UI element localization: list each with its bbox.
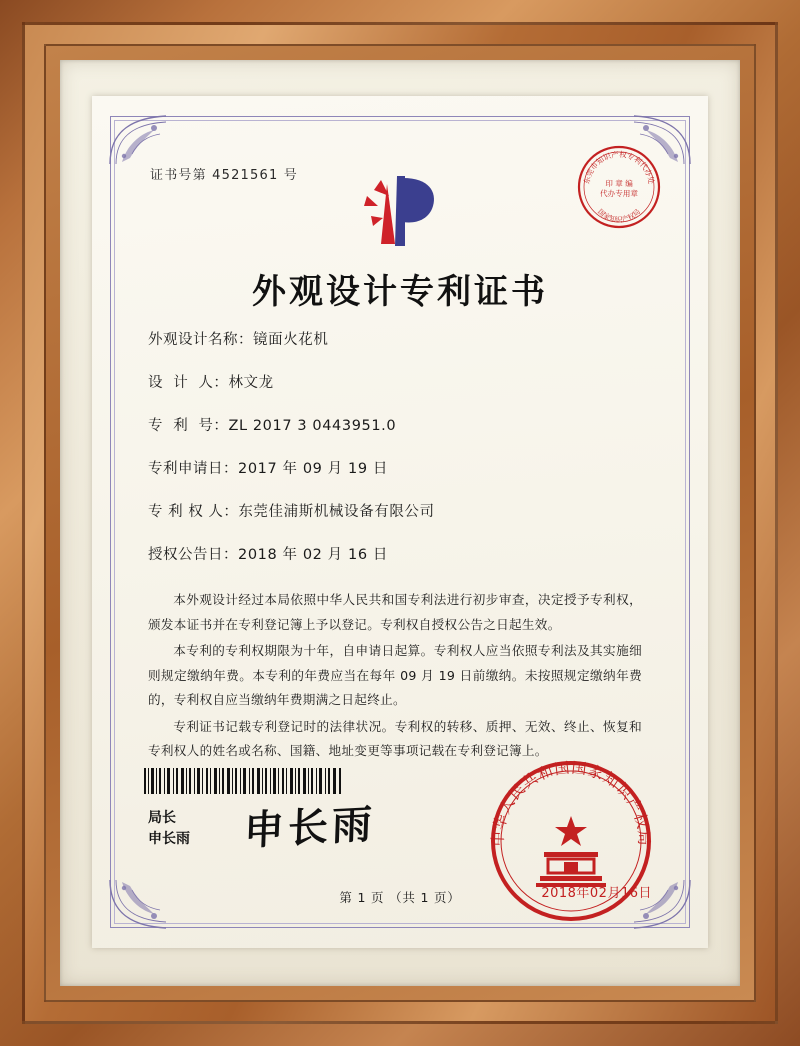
field-label: 专 利 权 人： [148, 504, 239, 520]
handwritten-signature: 申长雨 [243, 800, 377, 855]
field-label: 专 利 号： [148, 418, 229, 434]
agency-seal-stamp [576, 144, 662, 230]
cnipa-logo-icon [345, 166, 455, 252]
director-role-label: 局长 [148, 810, 176, 826]
field-value: 东莞佳浦斯机械设备有限公司 [238, 504, 435, 520]
field-label: 设 计 人： [148, 375, 229, 391]
paragraph-term-and-fees: 本专利的专利权期限为十年，自申请日起算。专利权人应当依照专利法及其实施细则规定缴纳年费。本专利的年费应当在每年 09 月 19 日前缴纳。未按照规定缴纳年费的，专利权自应当缴纳年费期满之日起终止。 [148, 643, 642, 708]
svg-text:国家知识产权局: 国家知识产权局 [595, 207, 643, 224]
corner-ornament-icon [108, 114, 170, 166]
field-designer [148, 371, 648, 392]
field-grant-announcement-date [148, 543, 648, 564]
field-value: ZL 2017 3 0443951.0 [228, 418, 397, 434]
page-title: 外观设计专利证书 [252, 272, 548, 312]
field-label: 专利申请日： [148, 461, 238, 477]
field-value: 2017 年 09 月 19 日 [238, 461, 388, 477]
seal-date: 2018年02月16日 [541, 886, 652, 901]
field-label: 授权公告日： [148, 547, 238, 563]
barcode [144, 768, 344, 794]
paragraph-grant: 本外观设计经过本局依照中华人民共和国专利法进行初步审查，决定授予专利权，颁发本证书并在专利登记簿上予以登记。专利权自授权公告之日起生效。 [148, 592, 642, 632]
svg-text:东莞市知识产权专利代办处: 东莞市知识产权专利代办处 [582, 149, 656, 185]
svg-text:代办专用章: 代办专用章 [600, 189, 638, 198]
field-application-date [148, 457, 648, 478]
svg-text:印 章 编: 印 章 编 [605, 179, 633, 188]
certificate-number: 证书号第 4521561 号 [150, 168, 298, 183]
patent-certificate-sheet [92, 96, 708, 948]
director-signature-block [148, 808, 190, 850]
field-patent-number [148, 414, 648, 435]
svg-text:中华人民共和国国家知识产权局: 中华人民共和国国家知识产权局 [488, 758, 654, 847]
field-value: 镜面火花机 [253, 332, 329, 348]
field-design-name [148, 328, 648, 349]
certificate-body-text [148, 588, 642, 766]
field-patentee [148, 500, 648, 521]
page-number-footer: 第 1 页 （共 1 页） [339, 890, 461, 905]
field-value: 林文龙 [228, 375, 274, 391]
director-name: 申长雨 [148, 831, 190, 847]
field-value: 2018 年 02 月 16 日 [238, 547, 388, 563]
paragraph-legal-status: 专利证书记载专利登记时的法律状况。专利权的转移、质押、无效、终止、恢复和专利权人的姓名或名称、国籍、地址变更等事项记载在专利登记簿上。 [148, 718, 642, 759]
field-label: 外观设计名称： [148, 332, 253, 348]
certificate-fields [148, 328, 648, 586]
